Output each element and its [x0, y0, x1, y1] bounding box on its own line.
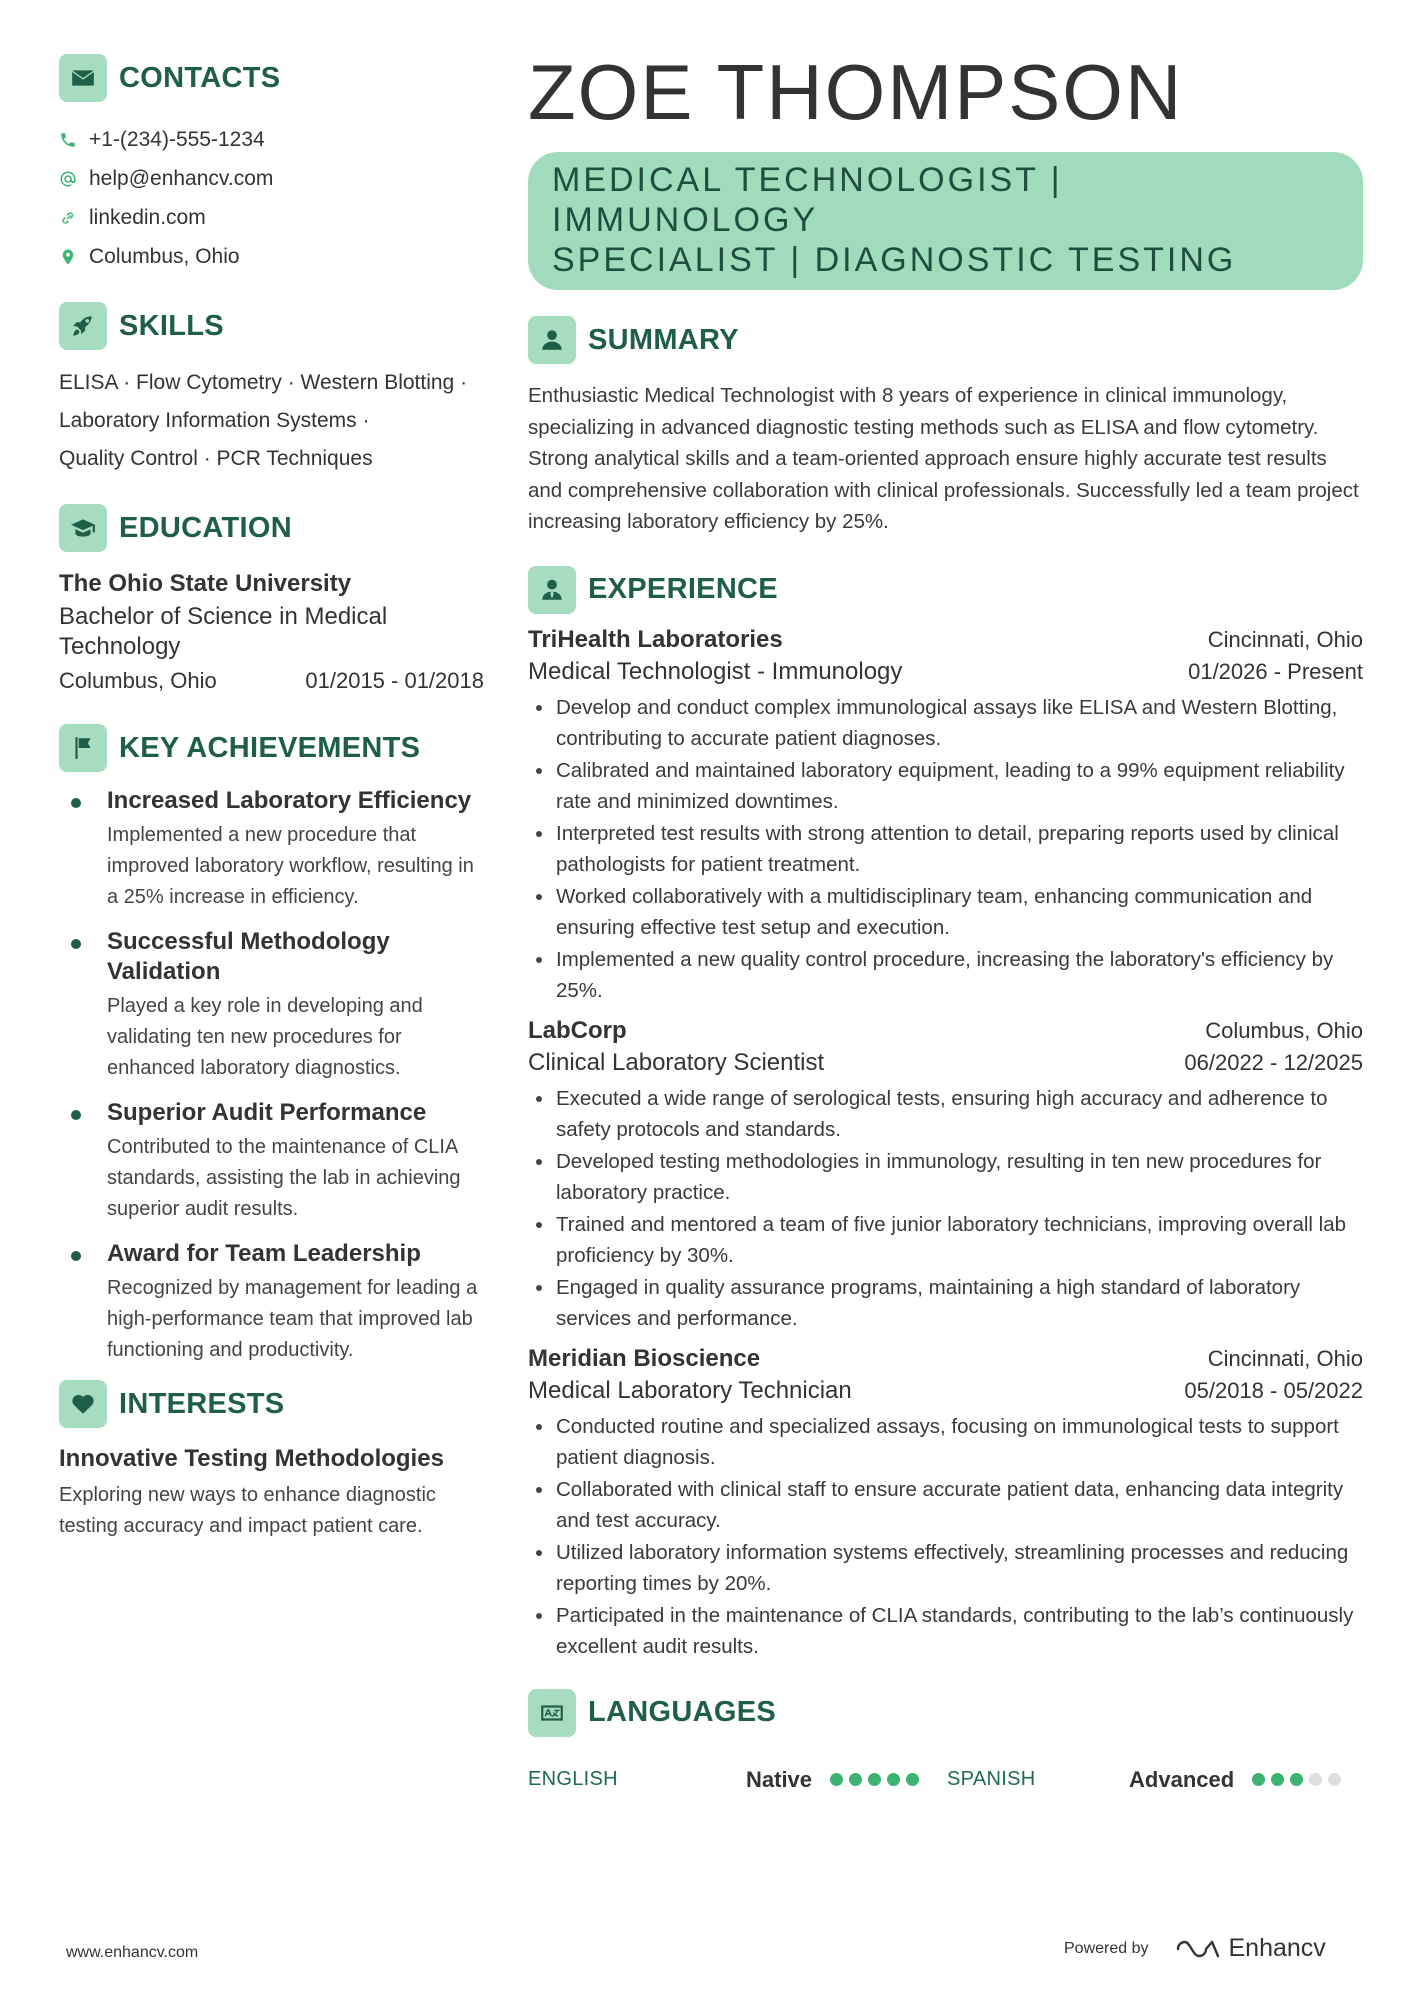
brand-name: Enhancv [1228, 1934, 1326, 1962]
interests-section [59, 1380, 484, 1542]
job-bullet: Worked collaboratively with a multidisciplinary team, enhancing communication and ensuring effective test setup and execution. [528, 881, 1363, 944]
job-bullet: Participated in the maintenance of CLIA standards, contributing to the lab’s continuously excellent audit results. [528, 1600, 1363, 1663]
map-pin-icon [59, 248, 77, 266]
job-bullets [528, 692, 1363, 1007]
education-section [59, 504, 484, 696]
achievements-section [59, 724, 484, 1366]
education-dates: 01/2015 - 01/2018 [305, 668, 484, 693]
language-name: SPANISH [947, 1768, 1036, 1790]
job-location: Cincinnati, Ohio [1207, 626, 1363, 652]
job-entry [528, 1345, 1363, 1663]
rating-dot-empty [1309, 1773, 1322, 1786]
graduation-cap-icon [59, 504, 107, 552]
job-role: Clinical Laboratory Scientist [528, 1048, 825, 1076]
bullet-icon [71, 1251, 81, 1261]
achievements-header [59, 724, 484, 772]
contact-list [59, 120, 484, 276]
contacts-header [59, 54, 484, 102]
rating-dot-filled [830, 1773, 843, 1786]
enhancv-logo-icon [1175, 1937, 1221, 1961]
skills-header [59, 302, 484, 350]
rating-dot-filled [906, 1773, 919, 1786]
achievement-item [59, 1239, 484, 1366]
job-dates: 06/2022 - 12/2025 [1184, 1049, 1363, 1075]
rocket-icon [59, 302, 107, 350]
rating-dot-filled [868, 1773, 881, 1786]
job-role: Medical Laboratory Technician [528, 1376, 852, 1404]
bullet-icon [71, 939, 81, 949]
education-meta [59, 666, 484, 696]
left-column [59, 54, 484, 1542]
email-text[interactable]: help@enhancv.com [89, 166, 274, 190]
language-rating [830, 1773, 925, 1786]
candidate-name: ZOE THOMPSON [528, 48, 1184, 136]
contacts-section [59, 54, 484, 276]
experience-header [528, 566, 1363, 614]
language-level: Native [746, 1766, 813, 1792]
job-location: Cincinnati, Ohio [1207, 1345, 1363, 1371]
experience-title: EXPERIENCE [588, 573, 778, 605]
achievement-item [59, 786, 484, 913]
user-tie-icon [528, 566, 576, 614]
job-header [528, 1017, 1363, 1045]
interest-title: Innovative Testing Methodologies [59, 1445, 444, 1472]
skills-section [59, 302, 484, 478]
rating-dot-filled [1252, 1773, 1265, 1786]
job-title-line: MEDICAL TECHNOLOGIST | IMMUNOLOGY [552, 161, 1063, 239]
achievement-item [59, 927, 484, 1084]
footer-website[interactable]: www.enhancv.com [66, 1944, 199, 1961]
flag-icon [59, 724, 107, 772]
rating-dot-filled [887, 1773, 900, 1786]
languages-header [528, 1689, 1363, 1737]
job-bullets [528, 1411, 1363, 1663]
bullet-icon [71, 798, 81, 808]
job-bullet: Developed testing methodologies in immunology, resulting in ten new procedures for laboratory practice. [528, 1146, 1363, 1209]
job-company: LabCorp [528, 1016, 627, 1044]
skills-title: SKILLS [119, 309, 224, 342]
job-subheader [528, 1049, 1363, 1077]
interests-title: INTERESTS [119, 1387, 285, 1420]
job-header [528, 1345, 1363, 1373]
job-company: TriHealth Laboratories [528, 625, 783, 653]
rating-dot-filled [849, 1773, 862, 1786]
achievement-item [59, 1098, 484, 1225]
education-header [59, 504, 484, 552]
degree-name: Bachelor of Science in Medical Technology [59, 603, 388, 660]
job-bullet: Engaged in quality assurance programs, maintaining a high standard of laboratory services and performance. [528, 1272, 1363, 1335]
job-bullet: Conducted routine and specialized assays, focusing on immunological tests to support patient diagnosis. [528, 1411, 1363, 1474]
job-bullet: Collaborated with clinical staff to ensure accurate patient data, enhancing data integrity and test accuracy. [528, 1474, 1363, 1537]
achievement-desc: Implemented a new procedure that improved laboratory workflow, resulting in a 25% increase in efficiency. [107, 824, 474, 908]
job-location: Columbus, Ohio [1205, 1017, 1363, 1043]
rating-dot-empty [1328, 1773, 1341, 1786]
languages-section [528, 1689, 1363, 1797]
job-entry [528, 626, 1363, 1007]
job-bullet: Executed a wide range of serological tests, ensuring high accuracy and adherence to safety protocols and standards. [528, 1083, 1363, 1146]
contact-email [59, 159, 484, 198]
education-location: Columbus, Ohio [59, 668, 217, 693]
skills-line: Laboratory Information Systems · [59, 409, 370, 432]
job-dates: 01/2026 - Present [1188, 658, 1363, 684]
contact-phone [59, 120, 484, 159]
user-icon [528, 316, 576, 364]
skills-line: Quality Control · PCR Techniques [59, 447, 373, 470]
language-level: Advanced [1129, 1766, 1235, 1792]
job-subheader [528, 1377, 1363, 1405]
job-bullet: Utilized laboratory information systems effectively, streamlining processes and reducing reporting times by 20%. [528, 1537, 1363, 1600]
contact-location [59, 237, 484, 276]
job-entry [528, 1017, 1363, 1335]
language-rating [1252, 1773, 1347, 1786]
interests-header [59, 1380, 484, 1428]
linkedin-text[interactable]: linkedin.com [89, 205, 206, 229]
summary-text: Enthusiastic Medical Technologist with 8 years of experience in clinical immunology, specializing in advanced diagnostic testing methods such as ELISA and flow cytometry. Strong analytical skills and a team-oriented approach ensure highly accurate test results and comprehensive collaboration with clinical professionals. Successfully led a team project increasing laboratory efficiency by 25%. [528, 384, 1359, 533]
contacts-title: CONTACTS [119, 61, 281, 94]
contact-linkedin [59, 198, 484, 237]
summary-title: SUMMARY [588, 323, 739, 356]
enhancv-logo[interactable] [1175, 1934, 1326, 1963]
job-subheader [528, 658, 1363, 686]
rating-dot-filled [1271, 1773, 1284, 1786]
job-title-line: SPECIALIST | DIAGNOSTIC TESTING [552, 241, 1237, 279]
achievement-desc: Contributed to the maintenance of CLIA standards, assisting the lab in achieving superior audit results. [107, 1136, 461, 1220]
experience-section [528, 566, 1363, 1663]
at-icon [59, 170, 77, 188]
achievements-list [59, 786, 484, 1366]
job-bullet: Interpreted test results with strong attention to detail, preparing reports used by clinical pathologists for patient treatment. [528, 818, 1363, 881]
right-column [528, 48, 1363, 1797]
phone-icon [59, 131, 77, 149]
languages-row [528, 1763, 1363, 1797]
job-role: Medical Technologist - Immunology [528, 657, 903, 685]
bullet-icon [71, 1110, 81, 1120]
interest-desc: Exploring new ways to enhance diagnostic testing accuracy and impact patient care. [59, 1484, 436, 1537]
language-name: ENGLISH [528, 1768, 618, 1790]
achievement-title: Award for Team Leadership [107, 1240, 421, 1267]
job-bullet: Trained and mentored a team of five junior laboratory technicians, improving overall lab proficiency by 30%. [528, 1209, 1363, 1272]
job-bullets [528, 1083, 1363, 1335]
link-icon [59, 209, 77, 227]
languages-title: LANGUAGES [588, 1696, 776, 1728]
achievement-title: Superior Audit Performance [107, 1099, 427, 1126]
powered-by-text: Powered by [1064, 1939, 1149, 1957]
job-dates: 05/2018 - 05/2022 [1184, 1377, 1363, 1403]
school-name: The Ohio State University [59, 570, 352, 597]
job-bullet: Calibrated and maintained laboratory equipment, leading to a 99% equipment reliability rate and minimized downtimes. [528, 755, 1363, 818]
envelope-icon [59, 54, 107, 102]
skills-list [59, 364, 484, 478]
location-text: Columbus, Ohio [89, 244, 240, 268]
phone-text[interactable]: +1-(234)-555-1234 [89, 127, 265, 151]
footer-branding [1064, 1934, 1326, 1963]
job-header [528, 626, 1363, 654]
summary-section [528, 316, 1363, 538]
job-bullet: Develop and conduct complex immunological assays like ELISA and Western Blotting, contributing to accurate patient diagnoses. [528, 692, 1363, 755]
job-company: Meridian Bioscience [528, 1344, 761, 1372]
achievement-desc: Played a key role in developing and validating ten new procedures for enhanced laboratory diagnostics. [107, 995, 423, 1079]
education-title: EDUCATION [119, 511, 292, 544]
skills-line: ELISA · Flow Cytometry · Western Blotting · [59, 371, 468, 394]
summary-header [528, 316, 1363, 364]
heart-icon [59, 1380, 107, 1428]
achievement-title: Successful Methodology Validation [107, 928, 390, 985]
job-title-banner [528, 152, 1363, 290]
rating-dot-filled [1290, 1773, 1303, 1786]
achievement-title: Increased Laboratory Efficiency [107, 787, 472, 814]
achievement-desc: Recognized by management for leading a high-performance team that improved lab functioning and productivity. [107, 1277, 478, 1361]
job-bullet: Implemented a new quality control procedure, increasing the laboratory's efficiency by 25%. [528, 944, 1363, 1007]
language-icon [528, 1689, 576, 1737]
achievements-title: KEY ACHIEVEMENTS [119, 731, 421, 764]
